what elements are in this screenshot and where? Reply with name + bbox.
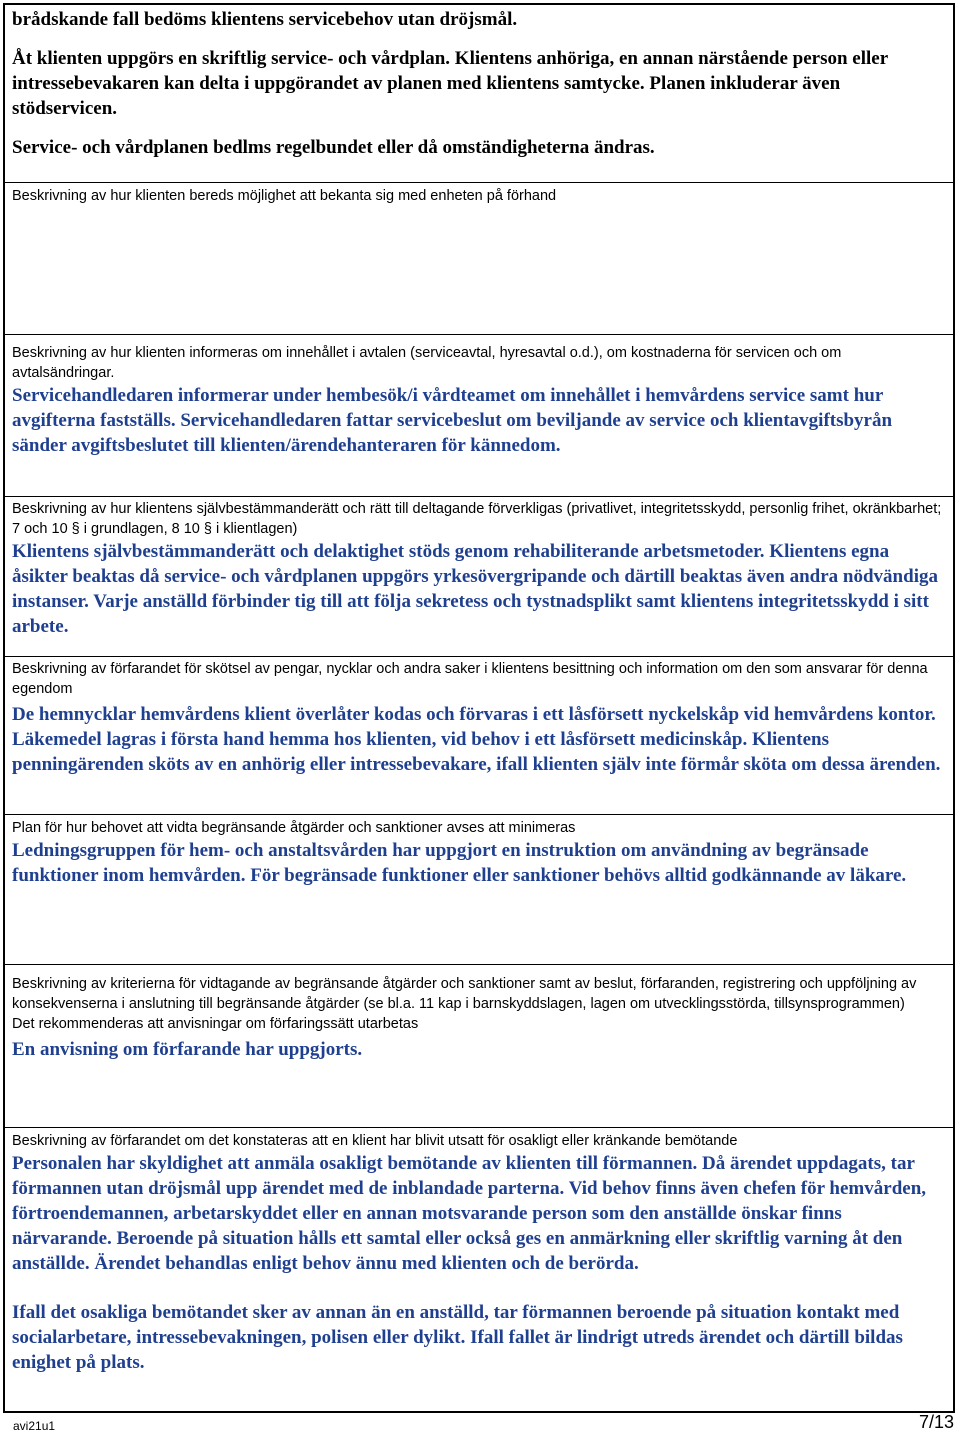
section-agreements — [5, 336, 953, 497]
section-property — [5, 657, 953, 815]
section-label: Plan för hur behovet att vidta begränsande åtgärder och sanktioner avses att minimeras — [12, 820, 576, 836]
section-body: Klientens självbestämmanderätt och delaktighet stöds genom rehabiliterande arbetsmetoder. Klientens egna åsikter beaktas då service- och vårdplanen uppgörs yrkesövergripande och därtill beaktas även andra nödvändiga instanser. Varje anställd förbinder tig till att följa sekretess och tystnadsplikt samt klientens integritetsskydd i sitt arbete. — [12, 541, 938, 637]
section-body: Personalen har skyldighet att anmäla osakligt bemötande av klienten till förmannen. Då ärendet uppdagats, tar förmannen utan dröjsmål upp ärendet med de inblandade parterna. Vid behov finns även chefen för hemvården, förtroendemannen, arbetarskyddet eller en annan motsvarande person som den anställde önskar finns närvarande. Beroende på situation hålls ett samtal eller också ges en anmärkning eller skriftlig varning åt den anställde. Ärendet behandlas enligt behov ännu med klienten och de berörda. — [12, 1153, 927, 1274]
plan-paragraph: Åt klienten uppgörs en skriftlig service- och vårdplan. Klientens anhöriga, en annan närstående person eller intressebevakaren kan delta i uppgörandet av planen med klientens samtycke. Planen inkluderar även stödservicen. — [12, 48, 888, 119]
section-body: De hemnycklar hemvårdens klient överlåter kodas och förvaras i ett låsförsett nyckelskåp vid hemvårdens kontor. Läkemedel lagras i första hand hemma hos klienten, vid behov i ett låsförsett medicinskåp. Klientens penningärenden sköts av en anhörig eller intressebevakare, ifall klienten själv inte förmår sköta om dessa ärenden. — [12, 704, 941, 775]
section-familiarization — [5, 182, 953, 335]
section-body: Servicehandledaren informerar under hembesök/i vårdteamet om innehållet i hemvårdens service samt hur avgifterna fastställs. Servicehandledaren fattar servicebeslut om beviljande av service och klientavgiftsbyrån sänder avgiftsbeslutet till klienten/ärendehanteraren för kännedom. — [12, 385, 893, 456]
section-self-determination — [5, 497, 953, 657]
section-restrictions-criteria — [5, 965, 953, 1128]
section-service-plan — [5, 5, 953, 185]
section-label: Beskrivning av kriterierna för vidtagande av begränsande åtgärder och sanktioner samt av beslut, förfaranden, registrering och uppföljning av konsekvenserna i anslutning till begränsande åtgärder (se bl.a. 11 kap i barnskyddslagen, lagen om utvecklingsstörda, tillsynsprogrammen) — [12, 976, 917, 1012]
section-label: Beskrivning av hur klienten bereds möjlighet att bekanta sig med enheten på förhand — [12, 188, 557, 204]
document-id: avi21u1 — [13, 1419, 56, 1433]
section-body: Ledningsgruppen för hem- och anstaltsvården har uppgjort en instruktion om användning av begränsade funktioner inom hemvården. För begränsade funktioner eller sanktioner behövs alltid godkännande av läkare. — [12, 840, 907, 886]
section-label: Beskrivning av förfarandet om det konstateras att en klient har blivit utsatt för osakligt eller kränkande bemötande — [12, 1133, 738, 1149]
section-label: Beskrivning av förfarandet för skötsel av pengar, nycklar och andra saker i klientens besittning och information om den som ansvarar för denna egendom — [12, 661, 928, 697]
page-number: 7/13 — [918, 1412, 954, 1432]
section-body-secondary: Ifall det osakliga bemötandet sker av annan än en anställd, tar förmannen beroende på situation kontakt med socialarbetare, intressebevakningen, polisen eller dylikt. Ifall fallet är lindrigt utreds ärendet och därtill bildas enighet på plats. — [12, 1302, 903, 1373]
plan-review-paragraph: Service- och vårdplanen bedlms regelbundet eller då omständigheterna ändras. — [12, 137, 655, 158]
section-note: Det rekommenderas att anvisningar om förfaringssätt utarbetas — [12, 1016, 419, 1032]
section-body: En anvisning om förfarande har uppgjorts. — [12, 1039, 363, 1060]
section-restrictions-plan — [5, 815, 953, 965]
continued-text: brådskande fall bedöms klientens servicebehov utan dröjsmål. — [12, 9, 518, 30]
section-label: Beskrivning av hur klientens självbestämmanderätt och rätt till deltagande förverkligas (privatlivet, integritetsskydd, personlig frihet, okränkbarhet; 7 och 10 § i grundlagen, 8 10 § i klientlagen) — [12, 501, 942, 537]
section-mistreatment — [5, 1128, 953, 1413]
section-label: Beskrivning av hur klienten informeras om innehållet i avtalen (serviceavtal, hyresavtal o.d.), om kostnaderna för servicen och om avtalsändringar. — [12, 345, 842, 381]
